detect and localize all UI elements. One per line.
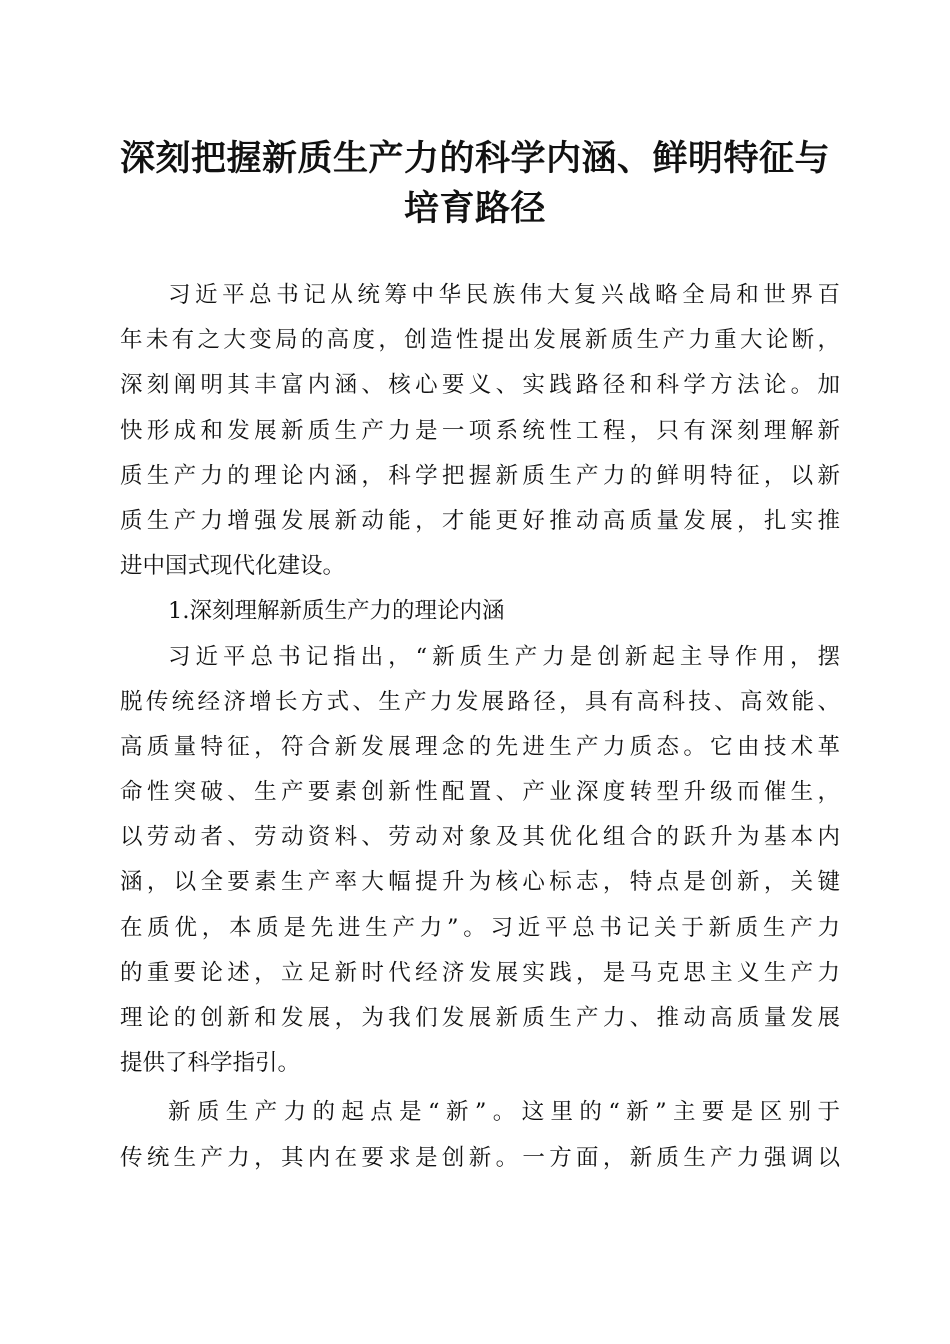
- text-line: 涵，以全要素生产率大幅提升为核心标志，特点是创新，关键: [120, 869, 840, 896]
- text-line: 进中国式现代化建设。: [120, 553, 346, 580]
- document-title: [100, 134, 850, 234]
- title-line-2: 培育路径: [403, 188, 546, 229]
- title-line-1: 深刻把握新质生产力的科学内涵、鲜明特征与: [119, 138, 830, 179]
- text-line: 质生产力增强发展新动能，才能更好推动高质量发展，扎实推: [120, 507, 840, 534]
- text-line: 在质优，本质是先进生产力”。习近平总书记关于新质生产力: [120, 914, 840, 941]
- text-line: 提供了科学指引。: [120, 1050, 301, 1077]
- text-line: 脱传统经济增长方式、生产力发展路径，具有高科技、高效能、: [120, 688, 840, 715]
- section-heading: [120, 589, 840, 634]
- document-body: [120, 273, 840, 1181]
- paragraph-intro: [120, 273, 840, 589]
- text-line: 新质生产力的起点是“新”。这里的“新”主要是区别于: [168, 1099, 840, 1126]
- text-line: 高质量特征，符合新发展理念的先进生产力质态。它由技术革: [120, 733, 840, 760]
- text-line: 质生产力的理论内涵，科学把握新质生产力的鲜明特征，以新: [120, 462, 840, 489]
- text-line: 习近平总书记从统筹中华民族伟大复兴战略全局和世界百: [168, 282, 840, 308]
- paragraph-new: [120, 1090, 840, 1180]
- text-line: 习近平总书记指出，“新质生产力是创新起主导作用，摆: [168, 643, 840, 670]
- text-line: 理论的创新和发展，为我们发展新质生产力、推动高质量发展: [120, 1005, 840, 1031]
- section-heading-text: 1.深刻理解新质生产力的理论内涵: [168, 598, 505, 625]
- text-line: 的重要论述，立足新时代经济发展实践，是马克思主义生产力: [120, 959, 840, 986]
- text-line: 深刻阐明其丰富内涵、核心要义、实践路径和科学方法论。加: [120, 372, 840, 399]
- text-line: 快形成和发展新质生产力是一项系统性工程，只有深刻理解新: [120, 417, 840, 444]
- text-line: 传统生产力，其内在要求是创新。一方面，新质生产力强调以: [120, 1144, 840, 1171]
- text-line: 年未有之大变局的高度，创造性提出发展新质生产力重大论断，: [120, 327, 840, 354]
- text-line: 以劳动者、劳动资料、劳动对象及其优化组合的跃升为基本内: [120, 824, 840, 851]
- text-line: 命性突破、生产要素创新性配置、产业深度转型升级而催生，: [120, 779, 840, 806]
- paragraph-quote: [120, 635, 840, 1087]
